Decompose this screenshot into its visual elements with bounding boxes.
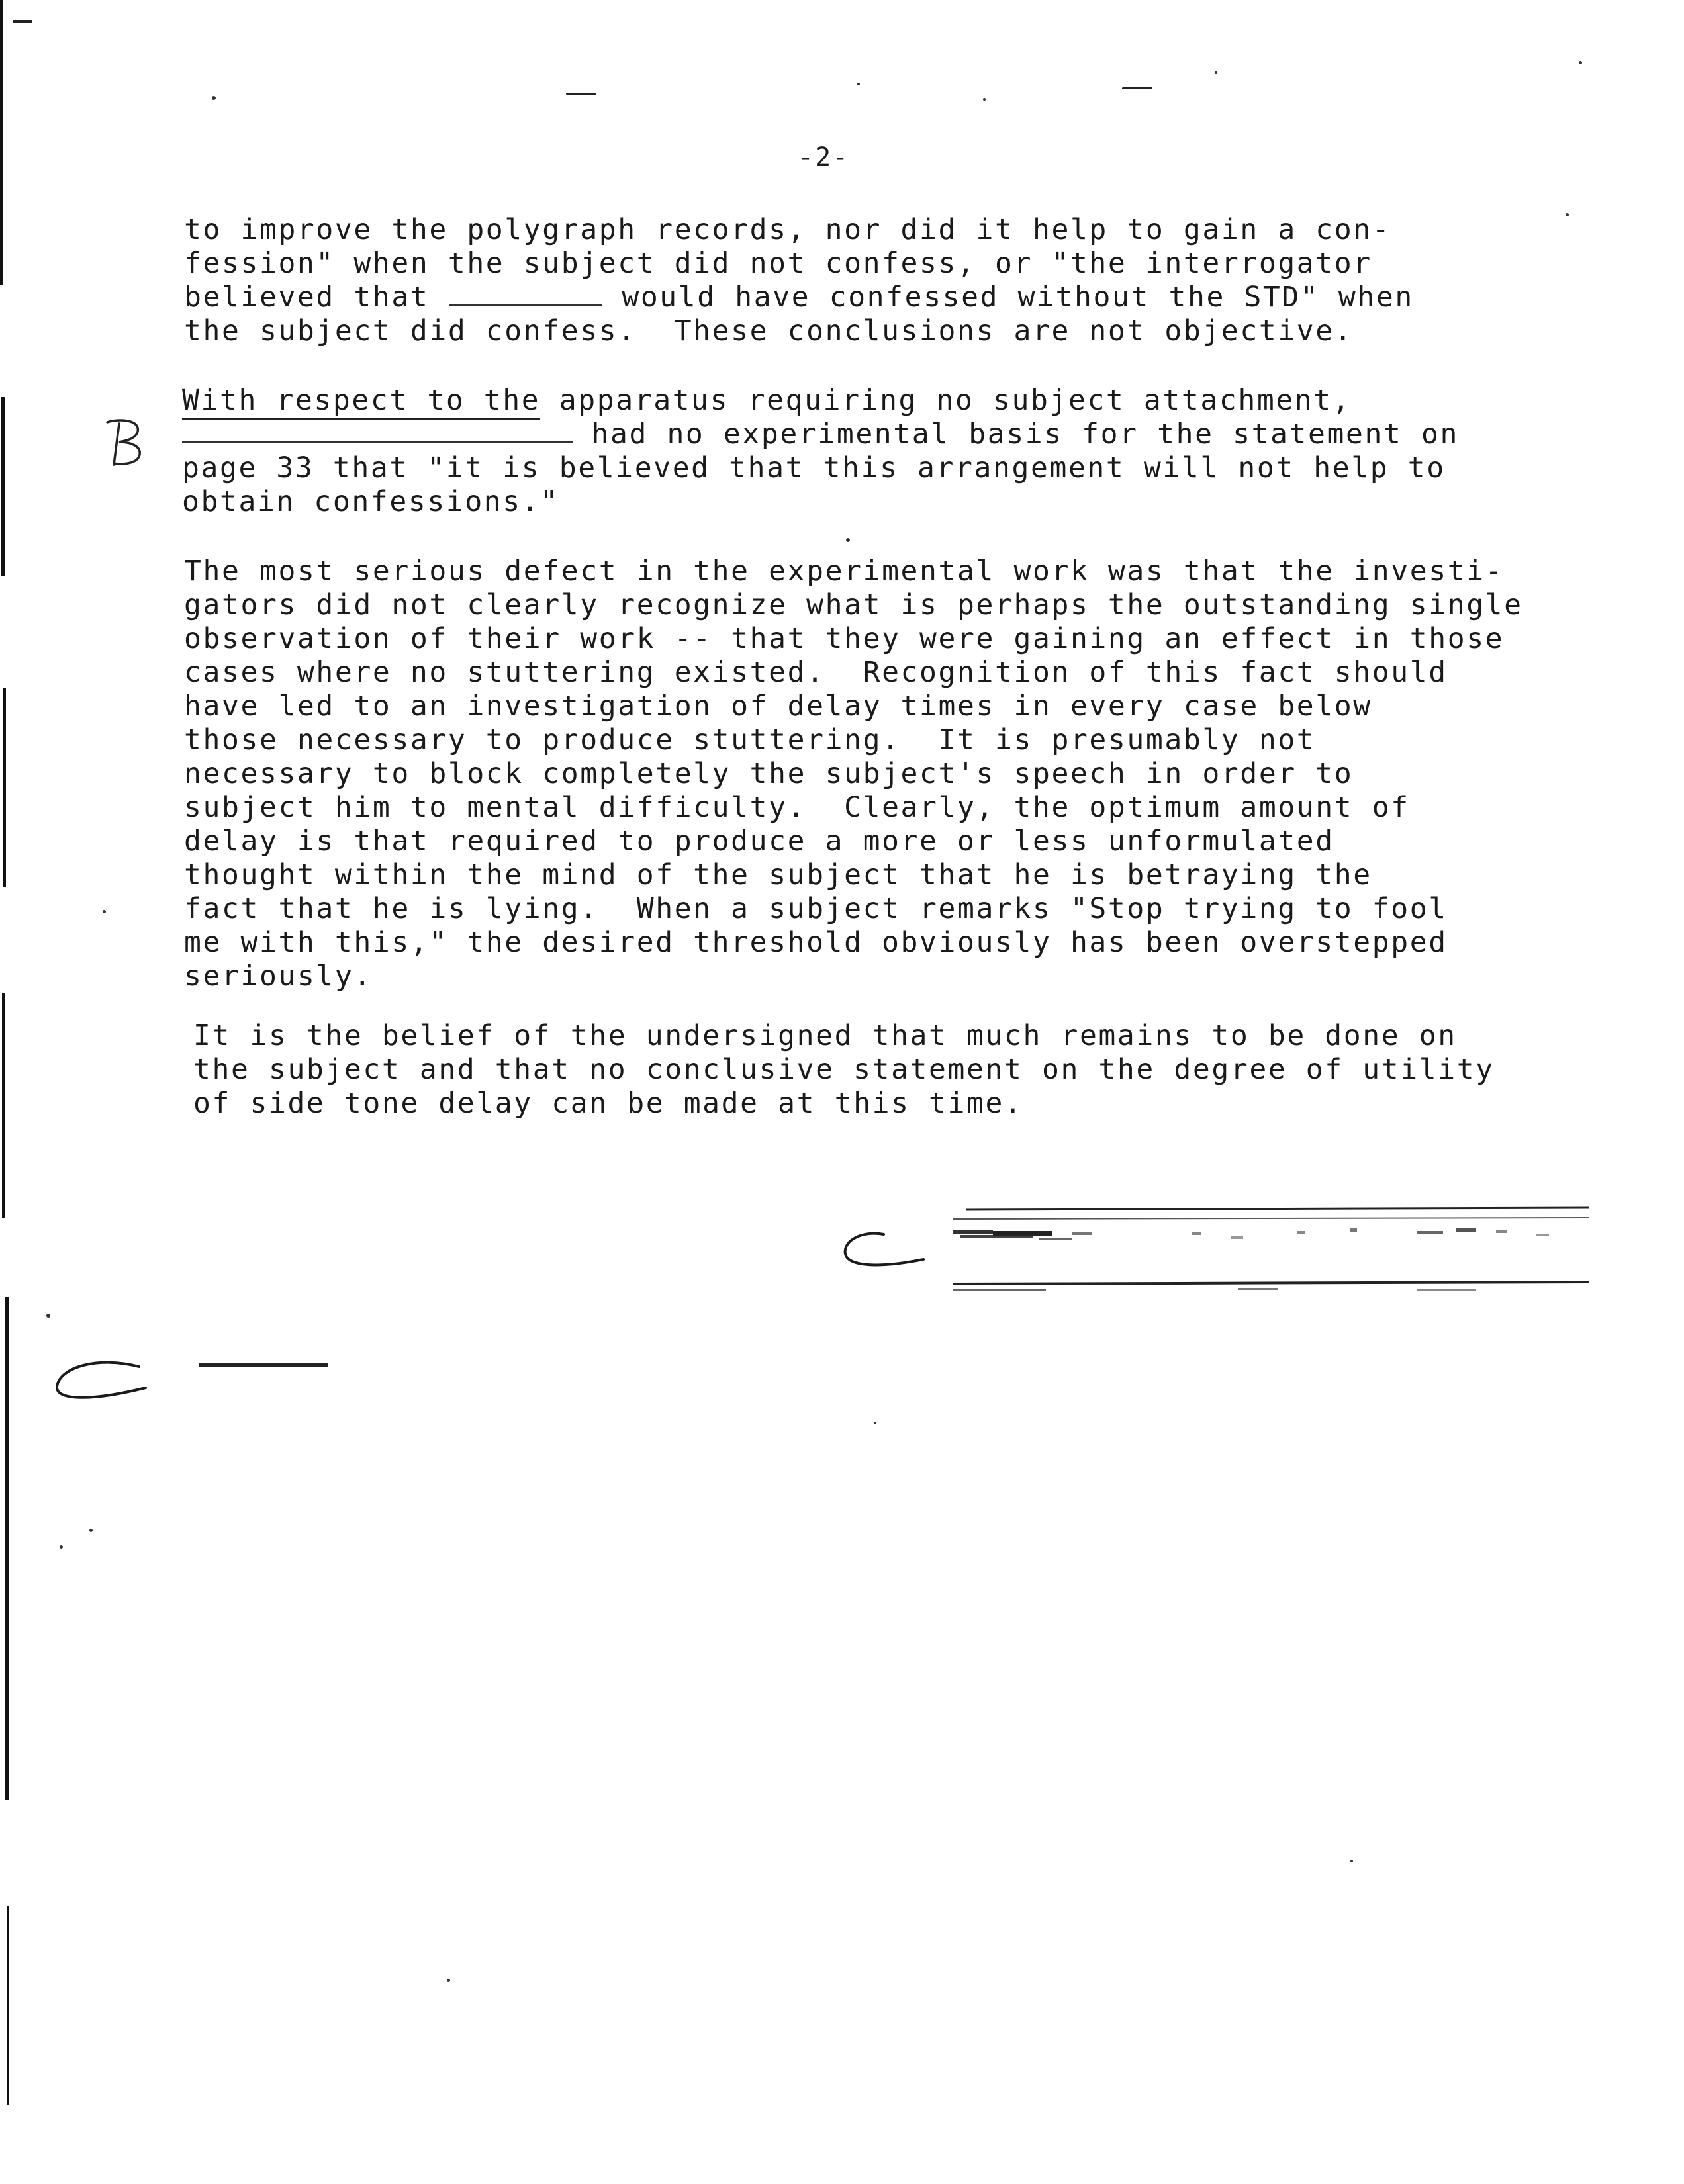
text-segment: believed that — [184, 281, 448, 314]
scan-mark — [1122, 87, 1152, 89]
text-line: fact that he is lying. When a subject remarks "Stop trying to fool — [184, 892, 1448, 925]
scan-speck — [1350, 1860, 1353, 1862]
redacted-name-blank — [449, 285, 602, 306]
text-line: have led to an investigation of delay times in every case below — [184, 690, 1372, 723]
text-line: to improve the polygraph records, nor did it help to gain a con- — [184, 213, 1391, 246]
text-segment: apparatus requiring no subject attachment, — [540, 384, 1352, 417]
text-line: It is the belief of the undersigned that much remains to be done on — [193, 1019, 1457, 1052]
text-line: observation of their work -- that they were gaining an effect in those — [184, 622, 1505, 655]
text-line: subject him to mental difficulty. Clearly, the optimum amount of — [184, 791, 1410, 824]
paragraph-1 — [184, 213, 1640, 348]
scan-speck — [60, 1545, 63, 1549]
text-line — [184, 281, 1640, 314]
text-line: the subject and that no conclusive statement on the degree of utility — [193, 1053, 1495, 1086]
paragraph-4 — [193, 1019, 1650, 1120]
scan-edge-rule — [7, 1906, 9, 2105]
scan-speck — [447, 1979, 450, 1982]
scan-speck — [857, 83, 860, 85]
text-line: the subject did confess. These conclusions are not objective. — [184, 314, 1354, 347]
scan-edge-rule — [1, 397, 5, 576]
scan-edge-rule — [2, 993, 5, 1218]
text-line: of side tone delay can be made at this time. — [193, 1087, 1023, 1120]
scan-speck — [212, 96, 216, 100]
scan-speck — [874, 1422, 876, 1424]
text-line: The most serious defect in the experimental work was that the investi- — [184, 555, 1505, 588]
text-line — [182, 384, 1638, 418]
scan-mark — [13, 20, 32, 23]
text-segment: would have confessed without the STD" when — [602, 281, 1414, 314]
text-line: delay is that required to produce a more or less unformulated — [184, 825, 1334, 858]
margin-letter-annotation — [99, 417, 152, 470]
scan-speck — [89, 1529, 93, 1532]
redacted-signature-block — [953, 1198, 1589, 1297]
text-line: me with this," the desired threshold obviously has been overstepped — [184, 926, 1448, 959]
scan-edge-rule — [5, 1297, 9, 1800]
handwritten-c-mark — [837, 1228, 930, 1274]
scan-edge-rule — [3, 688, 6, 887]
underlined-phrase: With respect to the — [182, 384, 540, 420]
scan-speck — [46, 1314, 50, 1318]
scan-speck — [983, 98, 986, 101]
scan-speck — [846, 538, 850, 542]
text-line: cases where no stuttering existed. Recognition of this fact should — [184, 656, 1448, 689]
text-line: page 33 that "it is believed that this arrangement will not help to — [182, 451, 1446, 484]
paragraph-3 — [184, 555, 1640, 993]
redacted-blank — [182, 422, 573, 443]
text-line: gators did not clearly recognize what is perhaps the outstanding single — [184, 588, 1523, 621]
text-line — [182, 418, 1638, 451]
scan-speck — [1215, 71, 1217, 74]
text-segment: had no experimental basis for the statement on — [573, 418, 1459, 451]
text-line: seriously. — [184, 960, 373, 993]
text-line: those necessary to produce stuttering. It is presumably not — [184, 723, 1316, 756]
paragraph-2 — [182, 384, 1638, 519]
scan-mark — [566, 93, 596, 95]
scan-speck — [1579, 61, 1582, 64]
handwritten-c-mark — [46, 1353, 152, 1413]
text-line: fession" when the subject did not confess, or "the interrogator — [184, 247, 1372, 280]
handwritten-dash — [199, 1363, 328, 1367]
text-line: thought within the mind of the subject that he is betraying the — [184, 858, 1372, 891]
page-number: -2- — [798, 142, 850, 173]
scan-edge-rule — [0, 0, 3, 285]
scan-speck — [103, 910, 106, 913]
text-line: necessary to block completely the subject's speech in order to — [184, 757, 1354, 790]
text-line: obtain confessions." — [182, 485, 559, 518]
